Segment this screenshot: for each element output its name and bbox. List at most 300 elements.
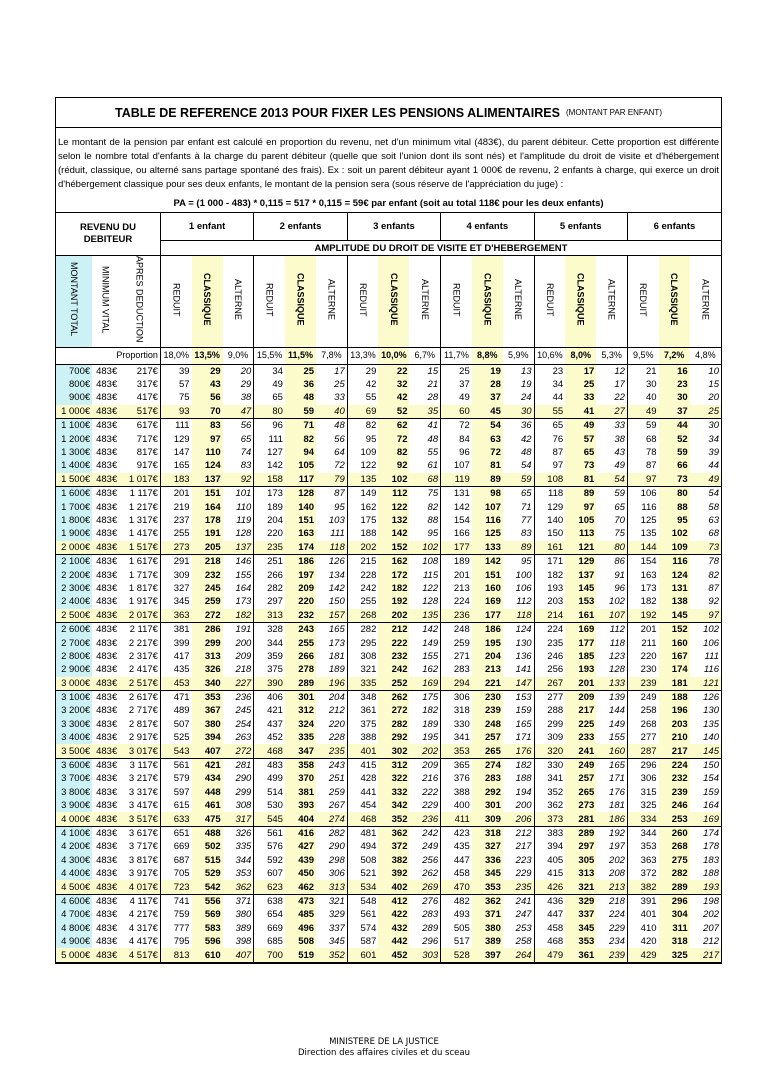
cell-alterne: 251: [328, 773, 345, 785]
cell-alterne: 77: [520, 515, 532, 526]
cell-classique: 201: [565, 677, 596, 691]
cell-reduit: 76: [534, 432, 565, 445]
cell-classique: 353: [192, 690, 223, 704]
header-enfants-1: [160, 213, 253, 241]
cell-minimum-vital: 483€: [96, 515, 118, 526]
cell-classique: 327: [472, 840, 503, 853]
cell-alterne: 139: [609, 692, 625, 704]
header-enfants-label: 3 enfants: [373, 220, 415, 232]
cell-alterne: 212: [328, 705, 345, 717]
cell-classique: 117: [285, 473, 316, 487]
cell-reduit: 122: [347, 459, 378, 472]
cell-apres-deduction: 3 217€: [128, 773, 158, 785]
cell-classique: 44: [659, 419, 690, 433]
cell-alterne: 118: [503, 609, 534, 623]
table-row: [56, 514, 721, 527]
cell-classique: 151: [285, 514, 316, 527]
cell-reduit: 214: [534, 609, 565, 623]
cell-classique: 110: [192, 446, 223, 459]
cell-classique: 610: [192, 948, 223, 962]
cell-classique: 556: [192, 894, 223, 908]
cell-classique: 305: [565, 854, 596, 867]
cell-classique: 202: [378, 609, 409, 623]
cell-reduit: 268: [627, 718, 658, 731]
cell-classique: 392: [378, 867, 409, 880]
cell-alterne: 207: [703, 922, 719, 934]
cell-reduit: 84: [441, 432, 472, 445]
cell-reduit: 224: [534, 622, 565, 636]
cell-montant-total: 1 000€: [56, 405, 92, 419]
cell-reduit: 482: [441, 894, 472, 908]
cell-classique: 434: [192, 772, 223, 785]
cell-alterne: 88: [427, 515, 439, 526]
document-title: [56, 98, 721, 128]
cell-classique: 345: [472, 867, 503, 880]
cell-classique: 496: [285, 922, 316, 935]
col-apres-label: APRES DEDUCTION: [134, 256, 145, 343]
cell-alterne: 121: [690, 677, 721, 691]
cell-classique: 142: [378, 527, 409, 540]
cell-alterne: 149: [422, 637, 439, 649]
cell-classique: 416: [285, 826, 316, 840]
proportion-value: 8,0%: [565, 347, 596, 364]
cell-alterne: 22: [614, 392, 625, 404]
cell-classique: 137: [192, 473, 223, 487]
cell-classique: 25: [285, 364, 316, 378]
cell-reduit: 34: [254, 364, 285, 378]
cell-reduit: 548: [347, 894, 378, 908]
cell-reduit: 42: [347, 378, 378, 391]
cell-reduit: 204: [254, 514, 285, 527]
cell-alterne: 263: [235, 732, 252, 744]
cell-alterne: 157: [316, 609, 347, 623]
cell-alterne: 290: [328, 841, 345, 853]
cell-alterne: 313: [316, 880, 347, 894]
cell-apres-deduction: 3 417€: [128, 800, 158, 812]
cell-classique: 82: [285, 432, 316, 445]
cell-classique: 224: [659, 758, 690, 772]
table-row: [56, 554, 721, 568]
cell-classique: 352: [378, 812, 409, 826]
cell-reduit: 25: [441, 364, 472, 378]
cell-classique: 283: [472, 772, 503, 785]
table-row: [56, 622, 721, 636]
cell-alterne: 256: [422, 854, 439, 866]
cell-classique: 112: [378, 487, 409, 501]
cell-alterne: 56: [334, 433, 345, 445]
cell-reduit: 97: [627, 473, 658, 487]
cell-reduit: 142: [254, 459, 285, 472]
cell-alterne: 71: [520, 501, 532, 513]
cell-reduit: 452: [254, 731, 285, 744]
cell-reduit: 494: [347, 840, 378, 853]
table-row: [56, 799, 721, 812]
cell-alterne: 181: [609, 800, 625, 812]
cell-classique: 322: [378, 772, 409, 785]
cell-alterne: 64: [334, 447, 345, 459]
cell-classique: 583: [192, 922, 223, 935]
cell-reduit: 363: [627, 854, 658, 867]
cell-montant-total: 2 700€: [56, 636, 92, 649]
title-text: TABLE DE REFERENCE 2013 POUR FIXER LES PENSIONS ALIMENTAIRES: [115, 105, 560, 120]
cell-classique: 336: [472, 854, 503, 867]
cell-classique: 362: [472, 894, 503, 908]
cell-reduit: 399: [160, 636, 191, 649]
cell-reduit: 165: [160, 459, 191, 472]
cell-minimum-vital: 483€: [96, 392, 118, 404]
cell-alterne: 224: [609, 909, 625, 921]
cell-reduit: 39: [160, 364, 191, 378]
cell-alterne: 317: [223, 812, 254, 826]
cell-alterne: 25: [690, 405, 721, 419]
cell-reduit: 259: [441, 636, 472, 649]
cell-classique: 62: [378, 419, 409, 433]
cell-alterne: 234: [609, 936, 625, 948]
cell-alterne: 70: [614, 515, 625, 526]
cell-reduit: 525: [160, 731, 191, 744]
cell-classique: 353: [565, 935, 596, 948]
cell-reduit: 107: [441, 459, 472, 472]
cell-classique: 312: [378, 758, 409, 772]
cell-reduit: 188: [347, 527, 378, 540]
cell-classique: 432: [378, 922, 409, 935]
cell-classique: 394: [192, 731, 223, 744]
cell-classique: 442: [378, 935, 409, 948]
cell-alterne: 54: [520, 460, 532, 472]
col-classique-label: CLASSIQUE: [202, 273, 213, 326]
cell-montant-total: 3 800€: [56, 786, 92, 799]
cell-reduit: 158: [254, 473, 285, 487]
cell-alterne: 95: [334, 501, 345, 513]
cell-alterne: 259: [328, 786, 345, 798]
table-row: [56, 432, 721, 445]
cell-alterne: 345: [328, 936, 345, 948]
cell-reduit: 135: [347, 473, 378, 487]
cell-alterne: 258: [515, 936, 532, 948]
cell-minimum-vital: 483€: [96, 365, 118, 377]
cell-alterne: 380: [235, 909, 252, 921]
cell-alterne: 235: [503, 880, 534, 894]
cell-reduit: 499: [254, 772, 285, 785]
col-reduit-6: [627, 256, 658, 348]
cell-montant-total: 3 900€: [56, 799, 92, 812]
cell-reduit: 173: [627, 582, 658, 595]
cell-minimum-vital: 483€: [96, 420, 118, 432]
cell-classique: 30: [659, 391, 690, 404]
table-row: [56, 744, 721, 758]
cell-alterne: 169: [690, 812, 721, 826]
table-row: [56, 636, 721, 649]
cell-classique: 246: [659, 799, 690, 812]
cell-alterne: 78: [708, 556, 719, 568]
cell-classique: 301: [472, 799, 503, 812]
cell-reduit: 282: [254, 582, 285, 595]
pension-table: [56, 213, 721, 963]
cell-reduit: 383: [534, 826, 565, 840]
cell-apres-deduction: 1 317€: [128, 515, 158, 526]
cell-apres-deduction: 3 017€: [119, 744, 160, 758]
cell-alterne: 208: [609, 868, 625, 880]
cell-alterne: 83: [520, 528, 532, 540]
cell-alterne: 164: [703, 800, 719, 812]
cell-classique: 402: [378, 880, 409, 894]
cell-alterne: 103: [328, 515, 345, 526]
table-row: [56, 391, 721, 404]
cell-reduit: 69: [347, 405, 378, 419]
cell-alterne: 183: [703, 854, 719, 866]
cell-classique: 257: [565, 772, 596, 785]
cell-reduit: 320: [534, 744, 565, 758]
cell-reduit: 57: [160, 378, 191, 391]
footer: [0, 1037, 768, 1059]
cell-reduit: 59: [627, 419, 658, 433]
cell-apres-deduction: 917€: [136, 460, 158, 472]
cell-classique: 140: [285, 500, 316, 513]
cell-classique: 192: [378, 595, 409, 608]
cell-reduit: 267: [534, 677, 565, 691]
cell-alterne: 13: [520, 365, 532, 377]
cell-classique: 289: [285, 677, 316, 691]
cell-reduit: 601: [347, 948, 378, 962]
cell-alterne: 236: [235, 692, 252, 704]
cell-apres-deduction: 717€: [136, 433, 158, 445]
cell-alterne: 171: [609, 773, 625, 785]
cell-classique: 289: [659, 880, 690, 894]
cell-reduit: 309: [160, 568, 191, 581]
cell-classique: 83: [192, 419, 223, 433]
proportion-value: 8,8%: [472, 347, 503, 364]
cell-alterne: 169: [409, 677, 440, 691]
cell-minimum-vital: 483€: [92, 880, 119, 894]
cell-alterne: 111: [704, 650, 719, 662]
cell-reduit: 129: [160, 432, 191, 445]
cell-minimum-vital: 483€: [96, 773, 118, 785]
cell-reduit: 471: [160, 690, 191, 704]
header-enfants-label: 4 enfants: [466, 220, 509, 232]
cell-classique: 427: [285, 840, 316, 853]
cell-classique: 37: [659, 405, 690, 419]
table-row: [56, 459, 721, 472]
cell-alterne: 119: [236, 515, 252, 526]
cell-reduit: 391: [627, 894, 658, 908]
cell-reduit: 237: [160, 514, 191, 527]
cell-alterne: 200: [235, 637, 252, 649]
cell-reduit: 481: [347, 826, 378, 840]
cell-alterne: 193: [690, 880, 721, 894]
cell-montant-total: 2 800€: [56, 650, 92, 663]
cell-alterne: 222: [422, 786, 439, 798]
cell-minimum-vital: 483€: [96, 596, 118, 608]
cell-reduit: 135: [627, 527, 658, 540]
cell-alterne: 218: [609, 895, 625, 907]
cell-classique: 128: [285, 487, 316, 501]
cell-alterne: 87: [708, 582, 719, 594]
cell-classique: 242: [378, 663, 409, 676]
cell-classique: 203: [659, 718, 690, 731]
cell-alterne: 229: [422, 800, 439, 812]
cell-apres-deduction: 4 217€: [128, 909, 158, 921]
cell-reduit: 530: [254, 799, 285, 812]
cell-alterne: 12: [614, 365, 625, 377]
cell-alterne: 83: [240, 460, 252, 472]
cell-reduit: 411: [441, 812, 472, 826]
cell-classique: 124: [192, 459, 223, 472]
cell-reduit: 72: [441, 419, 472, 433]
col-alterne-2: [316, 256, 347, 348]
cell-minimum-vital: 483€: [96, 460, 118, 472]
cell-alterne: 191: [235, 624, 252, 636]
cell-classique: 151: [192, 487, 223, 501]
cell-classique: 380: [472, 922, 503, 935]
cell-reduit: 362: [534, 799, 565, 812]
cell-classique: 188: [659, 690, 690, 704]
table-row: [56, 812, 721, 826]
cell-reduit: 447: [441, 854, 472, 867]
proportion-value: 10,6%: [534, 347, 565, 364]
table-row: [56, 650, 721, 663]
cell-reduit: 507: [160, 718, 191, 731]
cell-alterne: 242: [422, 827, 439, 839]
cell-apres-deduction: 317€: [136, 379, 158, 391]
cell-reduit: 60: [441, 405, 472, 419]
col-alterne-5: [596, 256, 627, 348]
cell-reduit: 669: [254, 922, 285, 935]
cell-classique: 82: [378, 446, 409, 459]
cell-reduit: 435: [160, 663, 191, 676]
cell-alterne: 65: [614, 501, 625, 513]
cell-classique: 164: [192, 500, 223, 513]
cell-classique: 318: [472, 826, 503, 840]
cell-reduit: 313: [254, 609, 285, 623]
col-alterne-label: ALTERNE: [606, 278, 617, 320]
col-reduit-label: REDUIT: [544, 282, 555, 316]
col-classique-2: [285, 256, 316, 348]
cell-reduit: 109: [347, 446, 378, 459]
cell-alterne: 227: [223, 677, 254, 691]
cell-classique: 461: [192, 799, 223, 812]
cell-reduit: 759: [160, 908, 191, 921]
col-alterne-4: [503, 256, 534, 348]
cell-apres-deduction: 1 817€: [128, 582, 158, 594]
cell-reduit: 394: [534, 840, 565, 853]
cell-minimum-vital: 483€: [96, 732, 118, 744]
cell-reduit: 390: [254, 677, 285, 691]
cell-classique: 56: [192, 391, 223, 404]
cell-classique: 362: [378, 826, 409, 840]
col-reduit-3: [347, 256, 378, 348]
cell-reduit: 189: [441, 554, 472, 568]
col-classique-5: [565, 256, 596, 348]
cell-reduit: 470: [441, 880, 472, 894]
cell-reduit: 505: [441, 922, 472, 935]
cell-alterne: 239: [596, 948, 627, 962]
col-montant-total: [56, 256, 92, 348]
cell-alterne: 264: [503, 948, 534, 962]
cell-reduit: 297: [254, 595, 285, 608]
table-row: [56, 786, 721, 799]
col-classique-6: [659, 256, 690, 348]
cell-alterne: 20: [708, 392, 719, 404]
table-row: [56, 880, 721, 894]
cell-classique: 222: [378, 636, 409, 649]
cell-classique: 225: [565, 718, 596, 731]
cell-montant-total: 3 100€: [56, 690, 92, 704]
cell-alterne: 136: [515, 650, 532, 662]
cell-alterne: 209: [422, 760, 439, 772]
cell-reduit: 669: [160, 840, 191, 853]
cell-reduit: 426: [534, 880, 565, 894]
cell-alterne: 159: [703, 786, 719, 798]
proportion-value: 9,0%: [223, 347, 254, 364]
cell-alterne: 134: [328, 569, 345, 581]
cell-alterne: 61: [427, 460, 439, 472]
cell-reduit: 723: [160, 880, 191, 894]
cell-reduit: 479: [534, 948, 565, 962]
cell-classique: 161: [565, 609, 596, 623]
cell-alterne: 40: [316, 405, 347, 419]
cell-apres-deduction: 2 017€: [119, 609, 160, 623]
cell-classique: 218: [192, 554, 223, 568]
cell-reduit: 685: [254, 935, 285, 948]
cell-alterne: 100: [515, 569, 532, 581]
cell-reduit: 381: [160, 622, 191, 636]
cell-reduit: 144: [627, 541, 658, 555]
cell-reduit: 421: [254, 704, 285, 717]
cell-reduit: 224: [441, 595, 472, 608]
cell-alterne: 58: [708, 501, 719, 513]
cell-classique: 52: [378, 405, 409, 419]
cell-classique: 302: [378, 744, 409, 758]
cell-classique: 412: [378, 894, 409, 908]
cell-classique: 97: [565, 500, 596, 513]
cell-alterne: 186: [596, 812, 627, 826]
cell-classique: 205: [192, 541, 223, 555]
cell-reduit: 401: [627, 908, 658, 921]
cell-alterne: 155: [235, 569, 252, 581]
cell-classique: 160: [659, 636, 690, 649]
table-row: [56, 378, 721, 391]
cell-apres-deduction: 617€: [136, 420, 158, 432]
reference-table-document: [55, 97, 722, 964]
cell-classique: 371: [472, 908, 503, 921]
cell-reduit: 29: [347, 364, 378, 378]
cell-classique: 421: [192, 758, 223, 772]
cell-alterne: 353: [235, 868, 252, 880]
cell-reduit: 150: [534, 527, 565, 540]
cell-alterne: 290: [235, 773, 252, 785]
cell-alterne: 130: [515, 637, 532, 649]
col-alterne-3: [409, 256, 440, 348]
cell-reduit: 376: [441, 772, 472, 785]
cell-montant-total: 4 100€: [56, 826, 92, 840]
cell-classique: 107: [472, 500, 503, 513]
table-row: [56, 500, 721, 513]
cell-reduit: 173: [254, 487, 285, 501]
cell-minimum-vital: 483€: [92, 812, 119, 826]
cell-alterne: 65: [520, 488, 532, 500]
cell-reduit: 255: [347, 595, 378, 608]
cell-apres-deduction: 1 417€: [128, 528, 158, 540]
cell-alterne: 28: [427, 392, 439, 404]
cell-alterne: 165: [609, 760, 625, 772]
cell-alterne: 192: [609, 827, 625, 839]
cell-classique: 37: [472, 391, 503, 404]
table-row: [56, 595, 721, 608]
cell-reduit: 161: [534, 541, 565, 555]
cell-reduit: 192: [627, 609, 658, 623]
cell-reduit: 65: [254, 391, 285, 404]
cell-minimum-vital: 483€: [96, 854, 118, 866]
